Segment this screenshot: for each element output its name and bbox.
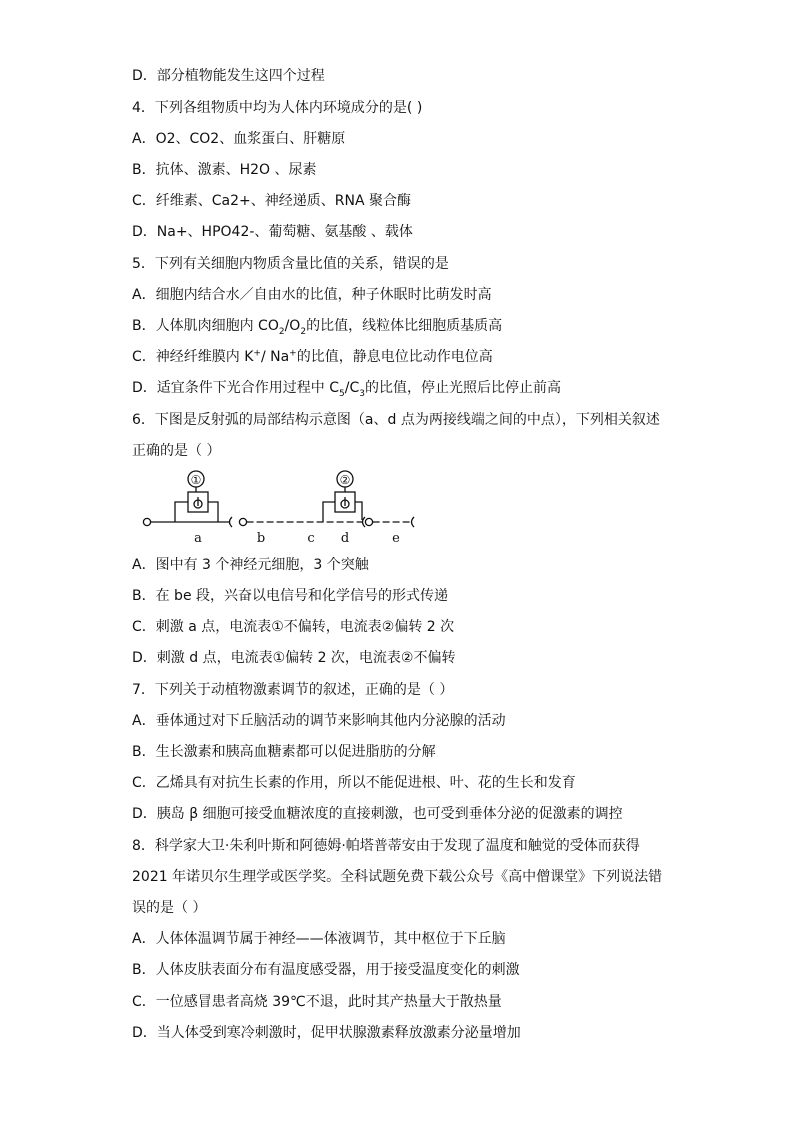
neuron-body-3 [365, 518, 372, 525]
subscript: 5 [339, 388, 345, 399]
q5-option-b [132, 317, 502, 335]
q3-option-d: D．部分植物能发生这四个过程 [132, 68, 325, 84]
q6-stem-cont: 正确的是（ ） [132, 443, 221, 459]
q5-stem: 5．下列有关细胞内物质含量比值的关系，错误的是 [132, 256, 449, 272]
q7-option-b: B．生长激素和胰高血糖素都可以促进脂肪的分解 [132, 744, 436, 760]
meter1-lead-right [208, 502, 218, 522]
q8-option-a: A．人体体温调节属于神经——体液调节，其中枢位于下丘脑 [132, 931, 506, 947]
q5-option-d [132, 379, 561, 397]
text-segment: C．神经纤维膜内 K [132, 349, 254, 365]
point-c-label: c [307, 531, 315, 546]
q4-option-c: C．纤维素、Ca2+、神经递质、RNA 聚合酶 [132, 193, 411, 209]
meter1-label: ① [190, 473, 202, 487]
q4-option-b: B．抗体、激素、H2O 、尿素 [132, 162, 317, 178]
q8-option-c: C．一位感冒患者高烧 39℃不退，此时其产热量大于散热量 [132, 994, 502, 1010]
reflex-arc-diagram [138, 468, 428, 548]
neuron-body-2 [239, 518, 246, 525]
q4-option-d: D．Na+、HPO42-、葡萄糖、氨基酸 、载体 [132, 224, 413, 240]
synapse-1 [230, 517, 233, 527]
superscript: + [289, 348, 297, 359]
q7-stem: 7．下列关于动植物激素调节的叙述，正确的是（ ） [132, 682, 454, 698]
text-segment: B．人体肌肉细胞内 CO [132, 318, 279, 334]
q8-option-d: D．当人体受到寒冷刺激时，促甲状腺激素释放激素分泌量增加 [132, 1025, 521, 1041]
point-d-label: d [340, 531, 350, 546]
point-e-label: e [392, 531, 400, 546]
q6-option-c: C．刺激 a 点，电流表①不偏转，电流表②偏转 2 次 [132, 619, 455, 635]
q6-stem: 6．下图是反射弧的局部结构示意图（a、d 点为两接线端之间的中点），下列相关叙述 [132, 412, 660, 428]
subscript: 2 [278, 326, 285, 337]
subscript: 3 [359, 388, 365, 399]
q8-stem: 8．科学家大卫·朱利叶斯和阿德姆·帕塔普蒂安由于发现了温度和触觉的受体而获得 [132, 838, 640, 854]
synapse-2 [363, 517, 366, 527]
q6-option-d: D．刺激 d 点，电流表①偏转 2 次，电流表②不偏转 [132, 650, 456, 666]
q4-option-a: A．O2、CO2、血浆蛋白、肝糖原 [132, 131, 346, 147]
text-segment: D．适宜条件下光合作用过程中 C [132, 380, 340, 396]
point-a-label: a [194, 531, 202, 546]
q7-option-c: C．乙烯具有对抗生长素的作用，所以不能促进根、叶、花的生长和发育 [132, 775, 576, 791]
text-segment: /O [284, 318, 301, 334]
q7-option-a: A．垂体通过对下丘脑活动的调节来影响其他内分泌腺的活动 [132, 713, 506, 729]
point-b-label: b [256, 531, 266, 546]
meter1-lead-left [175, 502, 188, 522]
synapse-3 [412, 517, 415, 527]
text-segment: 的比值，线粒体比细胞质基质高 [306, 318, 503, 334]
neuron-body-1 [143, 518, 150, 525]
q6-option-a: A．图中有 3 个神经元细胞，3 个突触 [132, 557, 369, 573]
q5-option-c [132, 348, 493, 366]
q6-option-b: B．在 be 段，兴奋以电信号和化学信号的形式传递 [132, 588, 449, 604]
text-segment: / Na [260, 349, 290, 365]
text-segment: /C [344, 380, 360, 396]
q8-stem-cont: 2021 年诺贝尔生理学或医学奖。全科试题免费下载公众号《高中僧课堂》下列说法错 [132, 869, 663, 885]
meter2-lead-right [355, 502, 362, 520]
superscript: + [253, 348, 261, 359]
subscript: 2 [300, 326, 307, 337]
q5-option-a: A．细胞内结合水／自由水的比值，种子休眠时比萌发时高 [132, 287, 492, 303]
meter2-lead-left [323, 502, 335, 522]
text-segment: 的比值，静息电位比动作电位高 [296, 349, 493, 365]
q7-option-d: D．胰岛 β 细胞可接受血糖浓度的直接刺激，也可受到垂体分泌的促激素的调控 [132, 806, 623, 822]
q4-stem: 4．下列各组物质中均为人体内环境成分的是( ) [132, 100, 423, 116]
q8-option-b: B．人体皮肤表面分布有温度感受器，用于接受温度变化的刺激 [132, 962, 520, 978]
q8-stem-cont-2: 误的是（ ） [132, 900, 207, 916]
meter2-label: ② [339, 473, 351, 487]
text-segment: 的比值，停止光照后比停止前高 [364, 380, 561, 396]
